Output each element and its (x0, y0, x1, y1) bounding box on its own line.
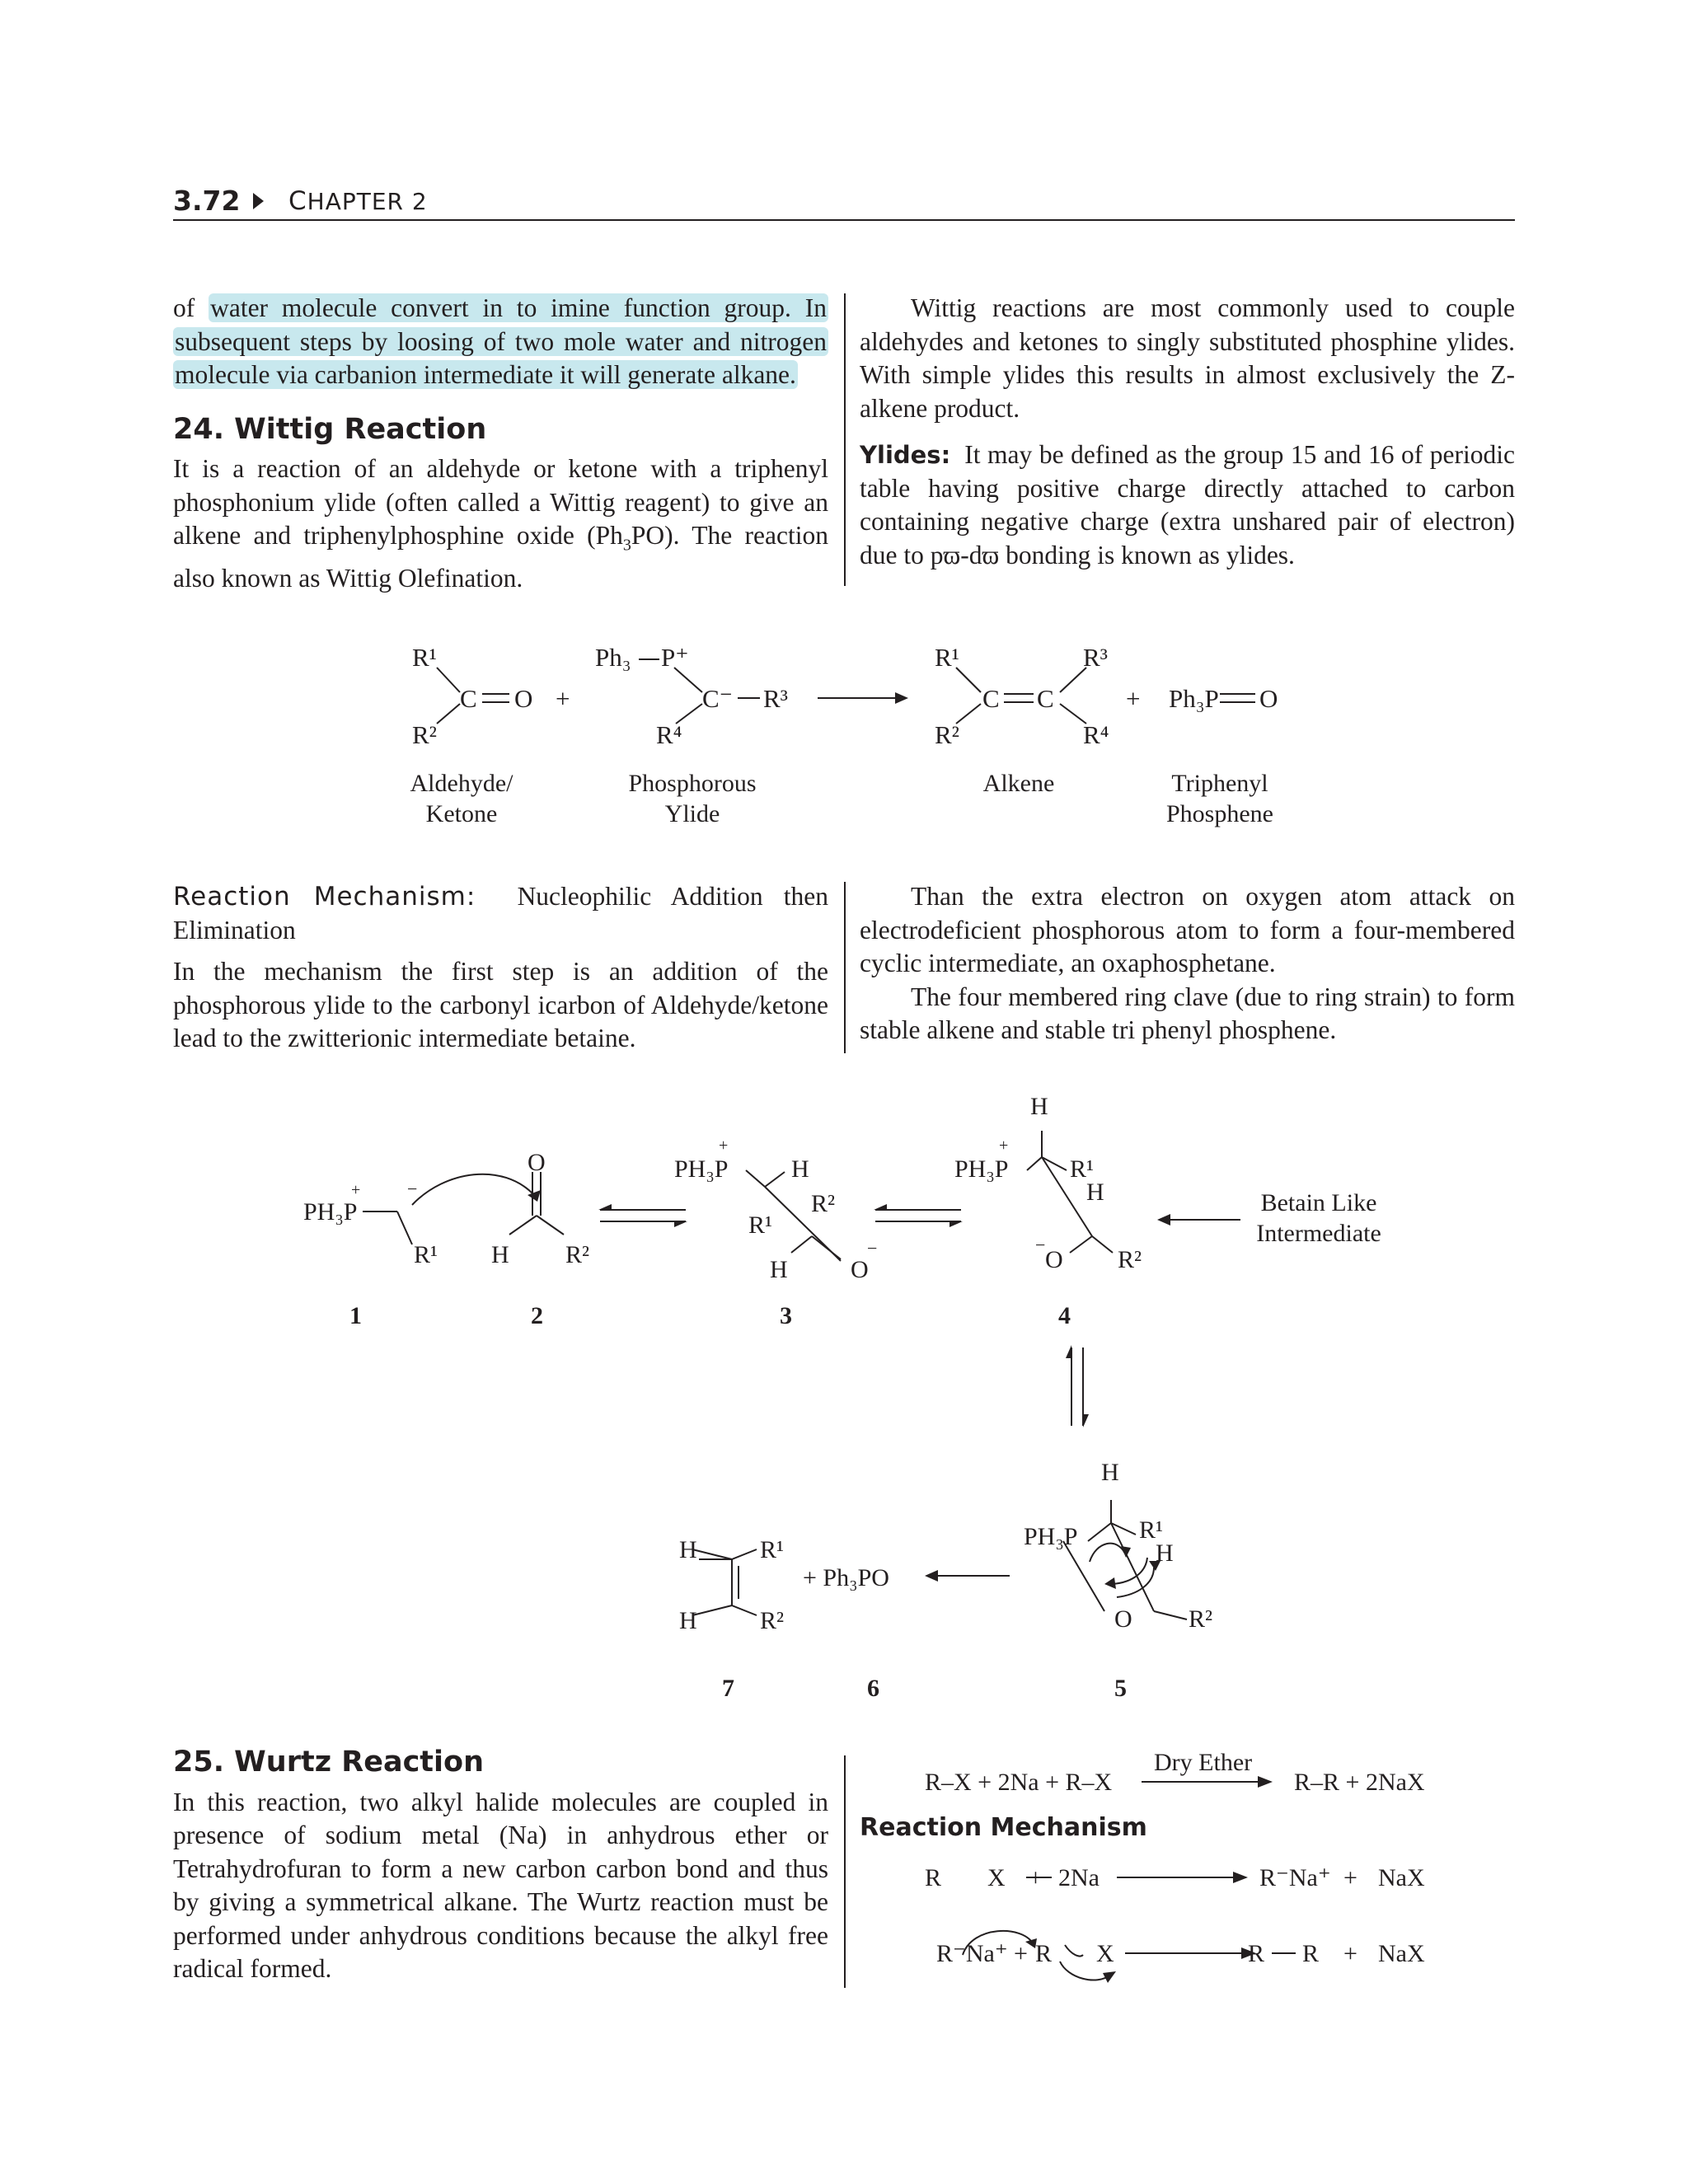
column-divider-2 (844, 882, 846, 1053)
scheme1-plus-2: + (1126, 684, 1141, 713)
s2-c7-r2: R² (760, 1607, 785, 1634)
scheme1-alkene-r2: R² (935, 720, 959, 749)
column-divider-3 (844, 1755, 846, 1988)
mechanism-scheme (0, 1080, 1688, 1714)
s2-c5-h-mid: H (1156, 1540, 1174, 1567)
continued-prefix: of (173, 293, 209, 322)
s2-c7-r1: R¹ (760, 1536, 785, 1563)
scheme1-alkene-r4: R⁴ (1083, 720, 1109, 749)
wittig-heading: 24. Wittig Reaction (173, 412, 487, 446)
s2-c3-r1: R¹ (748, 1212, 773, 1239)
wurtz-m2-prod-r1: R (1248, 1940, 1265, 1967)
mechanism-title (173, 880, 828, 947)
scheme1-p-plus: P⁺ (661, 643, 689, 672)
scheme1-carbonyl-c: C (460, 684, 477, 713)
scheme1-alkene-r3: R³ (1083, 643, 1108, 672)
label-aldehyde-ketone (379, 768, 544, 829)
wurtz-m2-plus: + (1014, 1940, 1028, 1967)
s2-c3-minus: − (867, 1238, 878, 1258)
mechanism-step1: In the mechanism the first step is an addition of the phosphorous ylide to the carbonyl icarbon of Aldehyde/ketone lead to the zwitterionic intermediate betaine. (173, 957, 828, 1052)
s2-c7-h-bottom: H (679, 1607, 697, 1634)
mechanism-left-column (173, 880, 828, 1056)
ylides-text: It may be defined as the group 15 and 16 of periodic table having positive charge directly attached to carbon containing negative charge (extra unshared pair of electron) due to pϖ-dϖ bonding is known as ylides. (860, 440, 1516, 569)
wurtz-heading: 25. Wurtz Reaction (173, 1746, 485, 1779)
wurtz-m2-x: X (1096, 1940, 1114, 1967)
wurtz-m1-x: X (987, 1864, 1006, 1891)
chapter-label-initial: C (288, 186, 307, 216)
label-aldehyde-line1: Aldehyde/ (410, 770, 513, 797)
ylides-paragraph (860, 438, 1515, 572)
scheme1-plus-1: + (556, 684, 570, 713)
s2-num-2: 2 (531, 1302, 543, 1329)
ylides-label: Ylides: (860, 441, 951, 469)
scheme1-alkene-c1: C (982, 684, 1000, 713)
s2-c4-plus: + (999, 1137, 1009, 1155)
wurtz-m1-prod-a: R⁻Na⁺ (1259, 1864, 1331, 1891)
s2-num-6: 6 (867, 1675, 879, 1702)
right-column-top (860, 292, 1515, 572)
wittig-intro (173, 452, 828, 595)
label-triphenyl-line1: Triphenyl (1171, 770, 1268, 797)
s2-c4-r2: R² (1118, 1246, 1142, 1273)
s2-c2-r2: R² (565, 1241, 590, 1268)
wurtz-eq-condition: Dry Ether (1154, 1749, 1253, 1776)
scheme1-ph3p: Ph₃P (1169, 684, 1219, 713)
header-triangle-icon (253, 193, 264, 209)
scheme1-r1: R¹ (412, 643, 437, 672)
label-triphenyl-line2: Phosphene (1166, 800, 1273, 827)
wurtz-m2-r: R (1035, 1940, 1053, 1967)
s2-c5-o: O (1114, 1605, 1132, 1633)
s2-ph3po: + Ph₃PO (803, 1564, 889, 1591)
wurtz-text: In this reaction, two alkyl halide molecules are coupled in presence of sodium metal (Na) in anhydrous ether or Tetrahydrofuran to form a new carbon carbon bond and thus by giving a symmetrical alkane. The Wurtz reaction must be performed under anhydrous conditions because the alkyl free radical formed. (173, 1787, 828, 1983)
page-number: 3.72 (173, 185, 241, 217)
s2-c5-r2: R² (1189, 1605, 1213, 1633)
betaine-line1: Betain Like (1260, 1189, 1377, 1216)
s2-c3-h-top: H (791, 1155, 809, 1183)
label-ylide-line1: Phosphorous (628, 770, 757, 797)
s2-c7-h-top: H (679, 1536, 697, 1563)
label-aldehyde-line2: Ketone (425, 800, 498, 827)
betaine-label (1236, 1188, 1401, 1249)
chapter-label-rest: HAPTER 2 (307, 188, 428, 215)
wittig-uses: Wittig reactions are most commonly used to couple aldehydes and ketones to singly substituted phosphine ylides. With simple ylides this results in almost exclusively the Z-alkene product. (860, 293, 1515, 423)
continued-paragraph (173, 292, 828, 392)
label-ylide-line2: Ylide (664, 800, 720, 827)
scheme1-oxide-o: O (1259, 684, 1278, 713)
s2-num-1: 1 (349, 1302, 362, 1329)
scheme1-alkene-c2: C (1037, 684, 1054, 713)
s2-num-4: 4 (1058, 1302, 1071, 1329)
scheme1-r3: R³ (763, 684, 788, 713)
scheme1-r4: R⁴ (656, 720, 682, 749)
s2-num-7: 7 (722, 1675, 734, 1702)
scheme1-c-minus: C⁻ (702, 684, 734, 713)
s2-c4-minus: − (1035, 1235, 1046, 1255)
label-alkene: Alkene (982, 770, 1055, 797)
s2-c3-ph3p: PH₃P (674, 1155, 729, 1183)
mechanism-step2: Than the extra electron on oxygen atom attack on electrodeficient phosphorous atom to form a four-membered cyclic intermediate, an oxaphosphetane. (860, 882, 1515, 977)
wurtz-mech-heading: Reaction Mechanism (860, 1813, 1147, 1842)
mechanism-right-column (860, 880, 1515, 1047)
mechanism-step3: The four membered ring clave (due to ring strain) to form stable alkene and stable tri phenyl phosphene. (860, 982, 1515, 1044)
s2-c4-ph3p: PH₃P (954, 1155, 1009, 1183)
s2-c2-h: H (491, 1241, 509, 1268)
highlighted-text[interactable]: water molecule convert in to imine function group. In subsequent steps by loosing of two mole water and nitrogen molecule via carbanion intermediate it will generate alkane. (175, 293, 827, 389)
wittig-intro-a: It is a reaction of an aldehyde or ketone with a triphenyl phosphonium ylide (often called a Wittig reagent) to give an alkene and triphenylphosphine oxide (Ph (173, 454, 828, 550)
wurtz-eq-left: R–X + 2Na + R–X (925, 1769, 1113, 1796)
s2-c1-r1: R¹ (414, 1241, 438, 1268)
wurtz-left-column (173, 1746, 828, 1986)
betaine-line2: Intermediate (1256, 1220, 1381, 1247)
wurtz-m2-prod-nax: NaX (1378, 1940, 1425, 1967)
s2-c3-r2: R² (811, 1190, 836, 1217)
label-triphenyl-phosphene (1137, 768, 1302, 829)
s2-c2-o: O (528, 1149, 546, 1176)
wurtz-m2-rna: R⁻Na⁺ (936, 1940, 1008, 1967)
wittig-intro-sub: 3 (622, 536, 631, 555)
scheme1-ph3: Ph₃ (595, 643, 631, 672)
page-header (173, 183, 1515, 221)
s2-c3-h-bottom: H (770, 1256, 788, 1283)
s2-c4-o: O (1045, 1246, 1063, 1273)
s2-c4-r1: R¹ (1070, 1155, 1095, 1183)
chapter-label (288, 186, 428, 216)
wurtz-m2-prod-plus: + (1343, 1940, 1357, 1967)
s2-c1-plus: + (351, 1181, 361, 1199)
s2-c1-minus: − (407, 1179, 418, 1199)
s2-c5-h-top: H (1101, 1459, 1119, 1486)
scheme1-alkene-r1: R¹ (935, 643, 959, 672)
wurtz-m1-prod-plus: + (1343, 1864, 1357, 1891)
left-column-top (173, 292, 828, 595)
s2-num-3: 3 (780, 1302, 792, 1329)
wittig-scheme (0, 626, 1688, 841)
wurtz-m1-na: 2Na (1058, 1864, 1100, 1891)
s2-c5-ph3p: PH₃P (1024, 1523, 1078, 1550)
mechanism-label: Reaction Mechanism: (173, 882, 476, 912)
s2-c4-h-top: H (1030, 1093, 1048, 1120)
s2-c1-ph3p: PH₃P (303, 1198, 358, 1226)
s2-c5-r1: R¹ (1139, 1516, 1164, 1544)
mechanism-type: Nucleophilic Addition then Elimination (173, 882, 829, 944)
s2-c4-h-mid: H (1086, 1179, 1104, 1206)
column-divider-1 (844, 293, 846, 586)
s2-c3-plus: + (719, 1137, 729, 1155)
s2-c3-o: O (851, 1256, 869, 1283)
scheme1-r2: R² (412, 720, 437, 749)
wurtz-m1-prod-b: NaX (1378, 1864, 1425, 1891)
scheme1-carbonyl-o: O (514, 684, 533, 713)
label-phosphorous-ylide (602, 768, 783, 829)
wurtz-eq-right: R–R + 2NaX (1294, 1769, 1425, 1796)
wittig-intro-b: PO). The reaction also known as Wittig Olefination. (173, 521, 828, 593)
wurtz-m2-prod-r2: R (1302, 1940, 1320, 1967)
wurtz-m1-plus: + (1029, 1864, 1043, 1891)
s2-num-5: 5 (1114, 1675, 1127, 1702)
wurtz-m1-r: R (925, 1864, 942, 1891)
wurtz-scheme (849, 1739, 1525, 1994)
